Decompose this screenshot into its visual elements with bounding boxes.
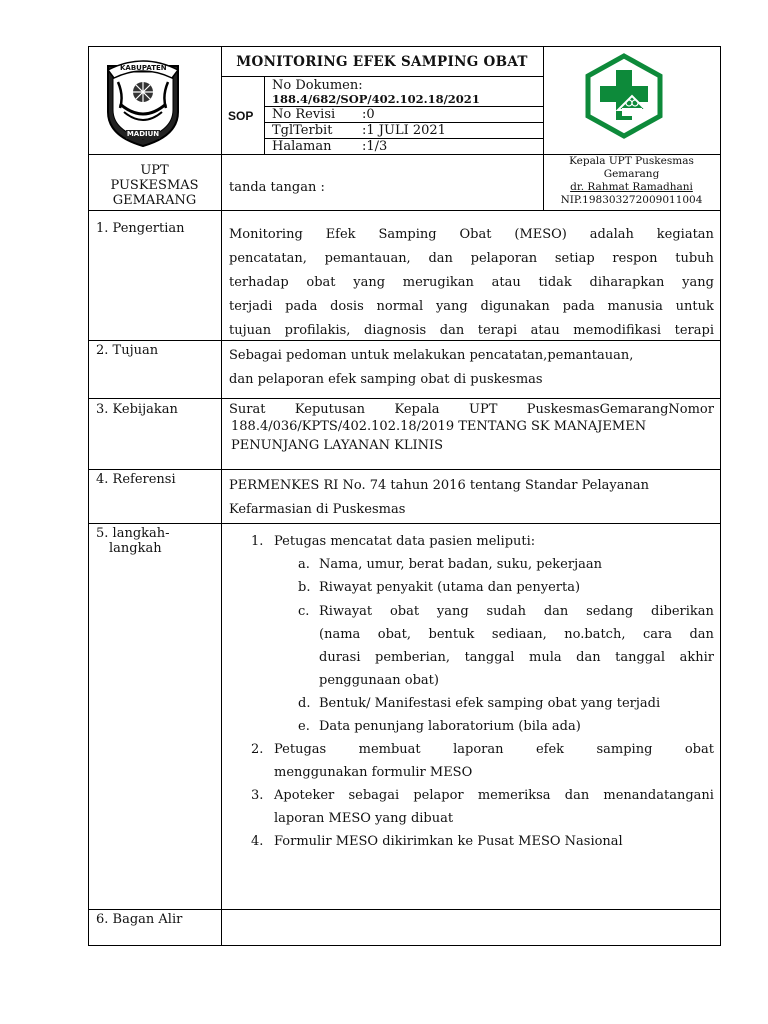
sub-item-text: Riwayat penyakit (utama dan penyerta) [319,580,581,595]
pengertian-line: terjadi pada dosis normal yang digunakan pada manusia untuk [229,299,714,314]
head-title-line-1: Kepala UPT Puskesmas [569,155,694,167]
sub-item-letter: d. [298,696,311,711]
head-nip: NIP.198303272009011004 [560,194,703,206]
pengertian-line: tujuan profilakis, diagnosis dan terapi atau memodifikasi terapi [229,323,714,338]
head-title-line-2: Gemarang [603,168,660,180]
step-number: 3. [251,788,264,803]
pengertian-line: terhadap obat yang merugikan atau tidak diharapkan yang [229,275,714,290]
section-label-referensi: 4. Referensi [96,472,176,487]
sub-item-letter: a. [298,557,310,572]
unit-line-3: GEMARANG [112,193,197,208]
sub-item-text: Nama, umur, berat badan, suku, pekerjaan [319,557,602,572]
step-number: 2. [251,742,264,757]
document-title: MONITORING EFEK SAMPING OBAT [236,54,528,70]
page-label: Halaman [272,139,332,154]
sub-item-letter: b. [298,580,311,595]
sub-item-text: Riwayat obat yang sudah dan sedang diberikan [319,604,714,619]
puskesmas-logo [580,52,668,140]
langkah-label-line-2: langkah [109,541,162,556]
referensi-line-2: Kefarmasian di Puskesmas [229,502,406,517]
head-of-unit [543,155,720,207]
step-text: Apoteker sebagai pelapor memeriksa dan menandatangani [274,788,714,803]
kebijakan-line-3: PENUNJANG LAYANAN KLINIS [231,438,444,453]
issue-date-label: TglTerbit [272,123,333,138]
unit-line-1: UPT [140,163,169,178]
regency-logo [98,52,188,148]
step-number: 4. [251,834,264,849]
step-text: laporan MESO yang dibuat [274,811,454,826]
section-label-langkah [96,526,170,556]
doc-number-label: No Dokumen: [272,78,363,93]
page-value: :1/3 [362,139,388,154]
issue-date-value: :1 JULI 2021 [362,123,446,138]
step-text: Petugas mencatat data pasien meliputi: [274,534,536,549]
section-label-kebijakan: 3. Kebijakan [96,402,178,417]
tujuan-line-1: Sebagai pedoman untuk melakukan pencatatan,pemantauan, [229,348,634,363]
doc-number-value: 188.4/682/SOP/402.102.18/2021 [272,92,480,106]
signature-label: tanda tangan : [229,180,325,195]
sub-item-text: durasi pemberian, tanggal mula dan tanggal akhir [319,650,714,665]
step-text: Formulir MESO dikirimkan ke Pusat MESO Nasional [274,834,623,849]
pengertian-line: Monitoring Efek Samping Obat (MESO) adalah kegiatan [229,227,714,242]
sub-item-text: penggunaan obat) [319,673,439,688]
section-label-bagan-alir: 6. Bagan Alir [96,912,183,927]
kebijakan-line-2: 188.4/036/KPTS/402.102.18/2019 TENTANG SK MANAJEMEN [231,419,647,434]
sub-item-text: (nama obat, bentuk sediaan, no.batch, cara dan [319,627,714,642]
logo-text-bottom: MADIUN [126,130,160,138]
referensi-line-1: PERMENKES RI No. 74 tahun 2016 tentang Standar Pelayanan [229,478,649,493]
sub-item-letter: c. [298,604,310,619]
step-number: 1. [251,534,264,549]
head-name: dr. Rahmat Ramadhani [570,181,693,193]
langkah-label-line-1: 5. langkah- [96,526,170,541]
revision-label: No Revisi [272,107,336,122]
sub-item-text: Bentuk/ Manifestasi efek samping obat yang terjadi [319,696,661,711]
section-label-tujuan: 2. Tujuan [96,343,159,358]
logo-text-top: KABUPATEN [120,64,167,72]
unit-line-2: PUSKESMAS [110,178,199,193]
step-text: Petugas membuat laporan efek samping obat [274,742,714,757]
sop-label: SOP [228,109,254,123]
unit-name [88,163,221,208]
section-label-pengertian: 1. Pengertian [96,221,185,236]
pengertian-text [229,223,714,343]
kebijakan-line-1: Surat Keputusan Kepala UPT PuskesmasGemarangNomor [229,402,714,417]
revision-value: :0 [362,107,375,122]
tujuan-line-2: dan pelaporan efek samping obat di puskesmas [229,372,543,387]
sub-item-text: Data penunjang laboratorium (bila ada) [319,719,581,734]
step-text: menggunakan formulir MESO [274,765,473,780]
sub-item-letter: e. [298,719,310,734]
pengertian-line: pencatatan, pemantauan, dan pelaporan setiap respon tubuh [229,251,714,266]
